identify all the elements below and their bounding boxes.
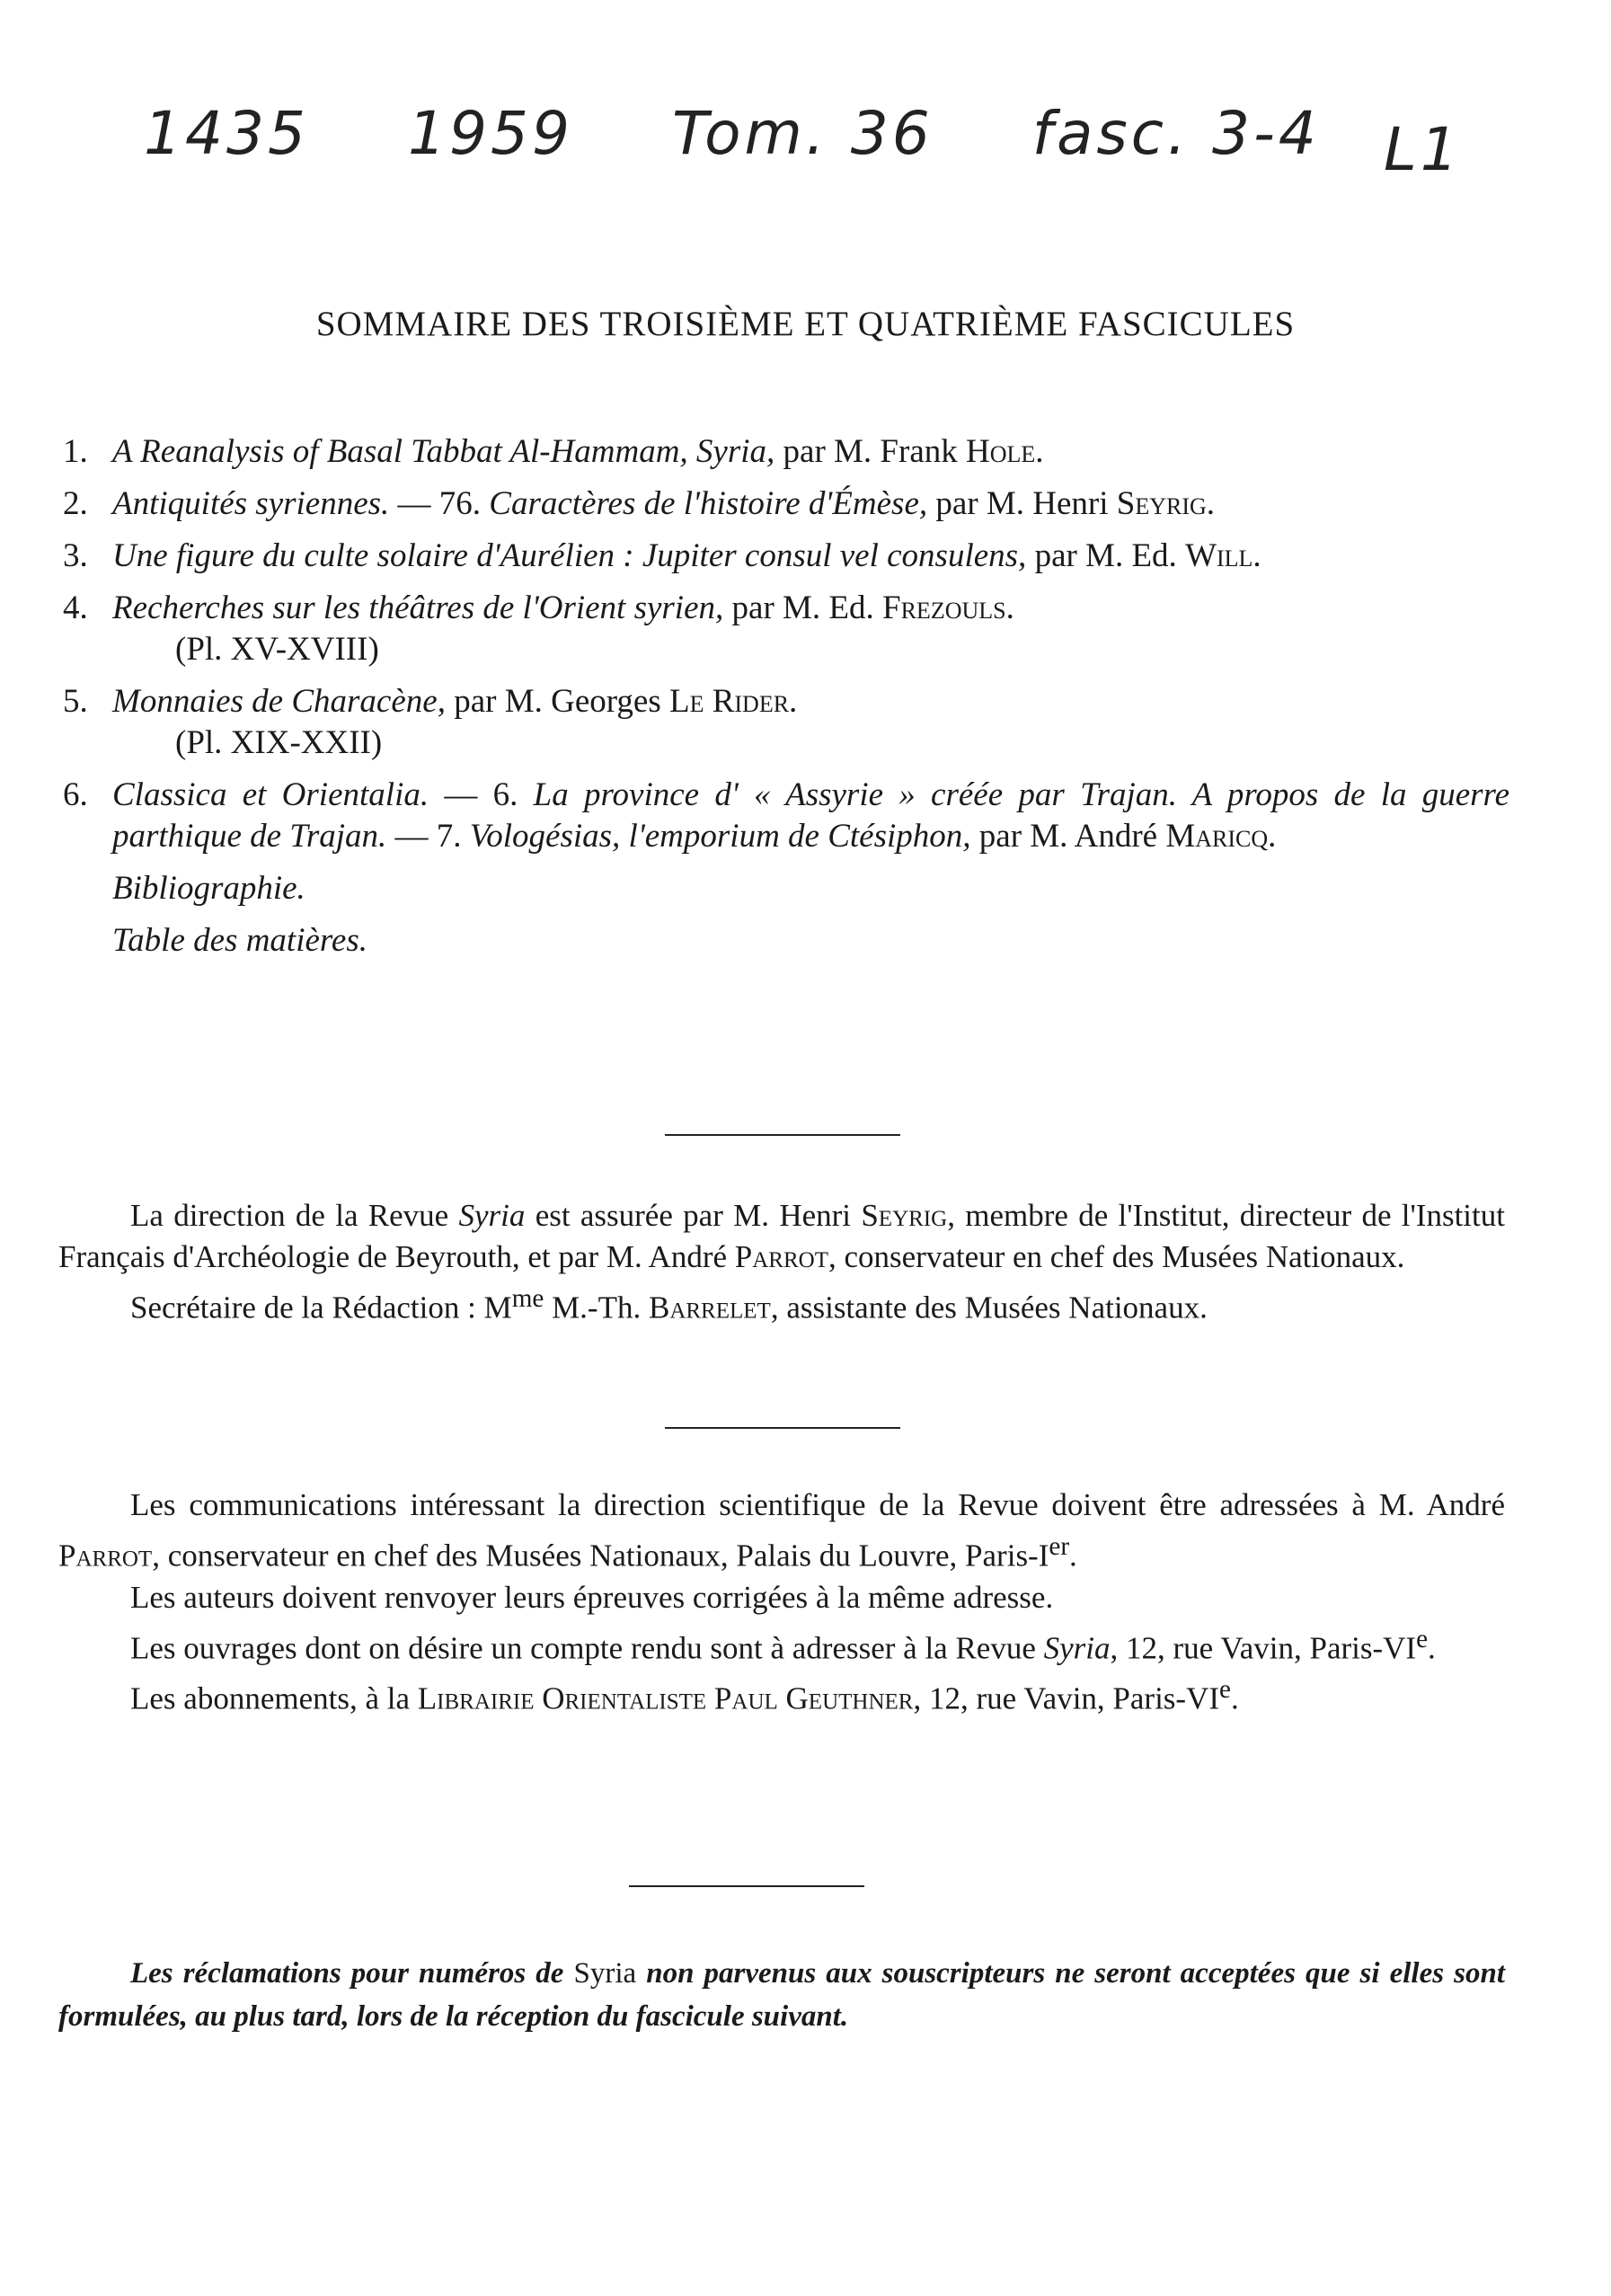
toc-subtitle: Vologésias, l'emporium de Ctésiphon, [469, 818, 971, 855]
toc-author: Le Rider [668, 683, 790, 720]
authors-paragraph: Les auteurs doivent renvoyer leurs épreuves corrigées à la même adresse. [130, 1579, 1054, 1615]
toc-item-2: 2. Antiquités syriennes. — 76. Caractères de l'histoire d'Émèse, par M. Henri Seyrig. [63, 483, 1509, 525]
toc-author: Frezouls [882, 590, 1006, 626]
reviews-paragraph: Les ouvrages dont on désire un compte rendu sont à adresser à la Revue Syria, 12, rue Vavin, Paris-VIe. [130, 1624, 1436, 1666]
toc-item-4: 4. Recherches sur les théâtres de l'Orient syrien, par M. Ed. Frezouls. (Pl. XV-XVIII) [63, 588, 1509, 670]
toc-bibliographie: Bibliographie. [112, 870, 305, 907]
communications-paragraph: Les communications intéressant la direction scientifique de la Revue doivent être adressées à M. André Parrot, conservateur en chef des Musées Nationaux, Palais du Louvre, Paris-Ier. [58, 1487, 1505, 1574]
toc-item-3: 3. Une figure du culte solaire d'Aurélien : Jupiter consul vel consulens, par M. Ed. Will. [63, 536, 1509, 577]
direction-section [58, 1195, 1505, 1329]
toc-number: 5. [63, 683, 88, 720]
separator-rule [629, 1885, 864, 1887]
hand-year: 1959 [407, 99, 573, 168]
hand-code: L1 [1384, 115, 1462, 184]
separator-rule [665, 1134, 900, 1136]
toc-author: Seyrig [1116, 485, 1207, 522]
page-title: SOMMAIRE DES TROISIÈME ET QUATRIÈME FASCICULES [315, 305, 1296, 343]
toc-author: Will [1185, 537, 1253, 574]
hand-tome: Tom. 36 [671, 99, 934, 168]
hand-number: 1435 [144, 99, 309, 168]
toc-number: 1. [63, 433, 88, 470]
hand-fascicule: fasc. 3-4 [1031, 99, 1320, 168]
toc-item-5: 5. Monnaies de Characène, par M. Georges Le Rider. (Pl. XIX-XXII) [63, 681, 1509, 764]
claims-notice: Les réclamations pour numéros de Syria non parvenus aux souscripteurs ne seront acceptées que si elles sont formulées, au plus tard, lors de la réception du fascicule suivant. [58, 1957, 1505, 2033]
toc-number: 4. [63, 590, 88, 626]
toc-item-6: 6. Classica et Orientalia. — 6. La province d' « Assyrie » créée par Trajan. A propos de la guerre parthique de Trajan. — 7. Vologésias, l'emporium de Ctésiphon, par M. André Maricq. [63, 776, 1510, 855]
toc-number: 6. [63, 776, 88, 813]
handwritten-annotation [144, 99, 1545, 184]
toc-title: Classica et Orientalia. [112, 776, 429, 813]
toc-plates: (Pl. XV-XVIII) [175, 631, 379, 668]
toc-title: Monnaies de Characène, [112, 683, 446, 720]
toc-title: Une figure du culte solaire d'Aurélien : Jupiter consul vel consulens, [112, 537, 1027, 574]
toc-author: Maricq [1165, 818, 1269, 855]
toc-number: 3. [63, 537, 88, 574]
secretary-paragraph: Secrétaire de la Rédaction : $M^{me}$ M.-Th. Barrelet, assistante des Musées Nationaux. [130, 1284, 1208, 1325]
toc-number: 2. [63, 485, 88, 522]
communications-section [58, 1485, 1505, 1720]
subscriptions-paragraph: Les abonnements, à la Librairie Orientaliste Paul Geuthner, 12, rue Vavin, Paris-VIe. [130, 1675, 1239, 1716]
table-of-contents [63, 431, 1509, 972]
toc-title: Antiquités syriennes. [112, 485, 390, 522]
toc-table-des-matieres: Table des matières. [112, 922, 368, 959]
toc-title: Recherches sur les théâtres de l'Orient syrien, [112, 590, 724, 626]
direction-paragraph: La direction de la Revue Syria est assurée par M. Henri Seyrig, membre de l'Institut, directeur de l'Institut Français d'Archéologie de Beyrouth, et par M. André Parrot, conservateur en chef des Musées Nationaux. [58, 1198, 1505, 1274]
toc-subtitle: Caractères de l'histoire d'Émèse, [489, 485, 928, 522]
toc-subtitle: La province d' « Assyrie » créée par Trajan. A propos de la guerre parthique de Trajan. [112, 776, 1510, 855]
toc-item-1: 1. A Reanalysis of Basal Tabbat Al-Hammam, Syria, par M. Frank Hole. [63, 431, 1509, 473]
toc-title: A Reanalysis of Basal Tabbat Al-Hammam, Syria, [112, 433, 775, 470]
toc-author: Hole [966, 433, 1036, 470]
separator-rule [665, 1427, 900, 1429]
toc-plates: (Pl. XIX-XXII) [175, 724, 383, 761]
